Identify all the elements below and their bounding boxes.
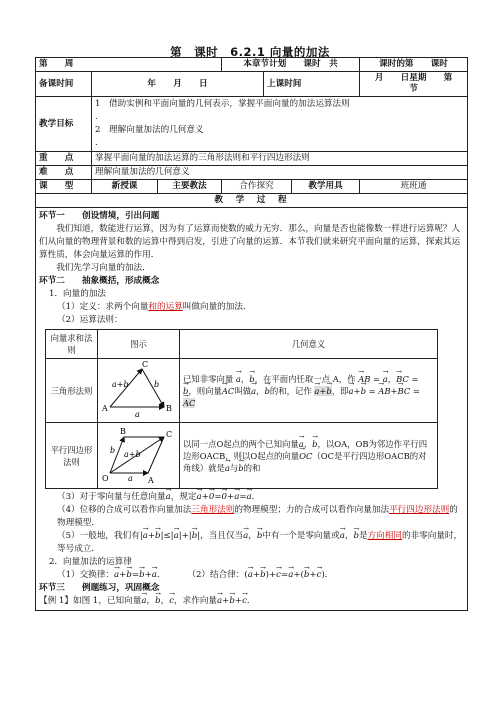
vec-b-9: → b (192, 531, 198, 541)
commutative-label: （1）交换律： (57, 570, 115, 580)
goal-label: 教学目标 (36, 97, 92, 152)
rules-header-diagram: 图示 (98, 330, 180, 359)
section-1-heading: 环节一 创设情境，引出问题 (39, 211, 160, 221)
tri-text-6: ，即 (331, 385, 349, 396)
triangle-rule-diagram (98, 359, 178, 419)
tri-text-1: 已知非零向量 (183, 373, 234, 384)
model-text-c: 的物理模型． (57, 505, 458, 528)
point-A-label: A (102, 404, 108, 413)
point-A-label-2: A (148, 476, 154, 485)
vec-a-6: → a (299, 439, 304, 449)
vec-b-15: → b (304, 570, 310, 580)
ineq-text-c: 中有一个是零向量或 (262, 531, 340, 541)
section-3-heading: 环节三 例题练习，巩固概念 (39, 583, 160, 593)
vec-a-17: → a (152, 570, 157, 580)
vec-b-label-2: b (110, 446, 116, 455)
process-body (36, 208, 468, 611)
point-O-label: O (102, 474, 109, 483)
definition-line (39, 301, 464, 314)
vec-zero-2: → 0 (222, 492, 227, 502)
parallelogram-rule-label: 平行四边形法则 (46, 423, 98, 489)
vec-b-11: → b (353, 531, 359, 541)
par-text-4: 与 (229, 462, 239, 473)
vector-addition-title: 1．向量的加法 (49, 289, 107, 299)
vec-b-7: → b (238, 463, 243, 473)
vec-AB-2: → AB (378, 386, 390, 396)
chapter-plan-cell: 本章节计划 课时 共 (222, 58, 360, 72)
key-label: 重 点 (36, 152, 92, 166)
prep-time-value: 年 月 日 (92, 72, 264, 97)
goal-1-dot: . (95, 112, 98, 122)
vec-b: → b (249, 374, 254, 384)
vec-a-8: → a (166, 492, 171, 502)
vec-c-4: → c (242, 596, 247, 606)
vec-b-12: → b (126, 570, 132, 580)
vec-a-9: → a (197, 492, 202, 502)
vec-b-17: → b (229, 596, 235, 606)
key-value: 掌握平面向量的加法运算的三角形法则和平行四边形法则 (92, 152, 468, 166)
page-title: 第 课时 6.2.1 向量的加法 (170, 45, 330, 59)
triangle-meaning: 已知非零向量 → a，→ b，在平面内任取一点 A，作 → AB = → a，→ BC = → ，则向量→ AC叫做→ a，→ b的和，记作 → a+→ b，即→ a+→ b = → AB+→ BC = → AC (180, 359, 438, 423)
method-label: 主要教法 (158, 180, 222, 194)
vec-a-15: → a (340, 531, 345, 541)
vec-b-6: → b (312, 439, 317, 449)
point-B-label-2: B (120, 427, 126, 436)
definition-text-b: 叫做向量的加法． (182, 302, 252, 312)
parallelogram-rule-diagram (98, 423, 178, 485)
vec-b-14: → b (260, 570, 266, 580)
vec-AC: → AC (222, 386, 234, 396)
ineq-text-b: ，当且仅当 (200, 531, 244, 541)
vec-BC-2: → BC (398, 386, 411, 396)
tool-value: 班班通 (360, 180, 468, 194)
inequality-text: （5）一般地，我们有|→ a+→ b|≤|→ a|+|→ b|，当且仅当→ a，→ b中有一个是零向量或→ a，→ b是方向相同的非零向量时，等号成立． (39, 530, 464, 556)
parallelogram-meaning: 以同一点O起点的两个已知向量→ a，→ b，以OA，OB为邻边作平行四边形OACB，则以O起点的向量→ OC（OC是平行四边形OACB的对角线）就是→ a与→ b的和 (180, 423, 438, 489)
difficulty-value: 理解向量加法的几何意义 (92, 166, 468, 180)
vec-a-18: → a (248, 570, 253, 580)
type-label: 课 型 (36, 180, 92, 194)
rule-heading: （2）运算法则： (57, 315, 123, 325)
tri-text-4: 叫做 (234, 385, 252, 396)
par-text-5: 的和 (243, 462, 261, 473)
definition-highlight: 和的运算 (148, 302, 183, 312)
tri-text-5: 的和，记作 (269, 385, 312, 396)
section-1-text: 我们知道，数能进行运算，因为有了运算而使数的威力无穷．那么，向量是否也能像数一样进行运算呢？人们从向量的物理背景和数的运算中得到启发，引进了向量的运算．本节我们就来研究平面向量的运算，探索其运算性质，体会向量运算的作用． (39, 224, 461, 260)
section-2-heading: 环节二 抽象概括，形成概念 (39, 276, 160, 286)
example-1: 【例 1】如图 1，已知向量→ a，→ b，→ c，求作向量→ a+→ b+→ c． (39, 595, 464, 608)
vec-zero: → 0 (209, 492, 214, 502)
vec-b-label: b (154, 380, 160, 389)
par-text-3: （OC是平行四边形OACB的对角线）就是 (183, 450, 427, 473)
vec-a-5: → a (349, 386, 354, 396)
prep-time-label: 备课时间 (36, 72, 92, 97)
addition-rules-table (45, 329, 438, 489)
vec-OC: → OC (299, 451, 312, 461)
vec-a-14: → a (243, 531, 248, 541)
vec-a-label: a (135, 410, 140, 419)
vec-b-13: → b (139, 570, 145, 580)
goal-2-dot: . (95, 138, 98, 148)
model-highlight-1: 三角形法则 (191, 505, 235, 515)
model-highlight-2: 平行四边形法则 (389, 505, 450, 515)
class-time-label: 上课时间 (264, 72, 360, 97)
point-B-label: B (166, 404, 172, 413)
vec-AC-2: → AC (183, 398, 195, 408)
vec-a-10: → a (234, 492, 239, 502)
vec-c-3: → c (169, 596, 174, 606)
zero-vector-rule: （3）对于零向量与任意向量→ a，规定→ a+→ 0=→ 0+→ a=→ a． (39, 491, 464, 504)
vec-a-7: → a (225, 463, 230, 473)
triangle-rule-label: 三角形法则 (46, 359, 98, 423)
physical-model-text (39, 504, 464, 530)
example-1-text-b: ，求作向量 (174, 596, 218, 606)
triangle-diagram-cell (98, 359, 180, 423)
vec-a-4: → a (314, 386, 319, 396)
section-1-text-2: 我们先学习向量的加法． (56, 263, 151, 273)
point-C-label-2: C (166, 430, 173, 439)
vec-a-2: → a (383, 374, 388, 384)
vec-a-16: → a (114, 570, 119, 580)
rules-header-rule: 向量求和法则 (46, 330, 98, 359)
week-cell: 第 周 (36, 58, 222, 72)
ineq-text-d: 的非零向量时，等号成立． (57, 531, 463, 554)
sum-label: a+b (112, 380, 129, 389)
vec-b-5: → b (361, 386, 366, 396)
goal-2: 2 理解向量加法的几何意义 (95, 125, 204, 135)
type-value: 新授课 (92, 180, 158, 194)
vec-b-3: → b (264, 386, 269, 396)
vec-a-19: → a (288, 570, 293, 580)
vec-a-12: → a (143, 531, 148, 541)
vec-a-20: → a (141, 596, 146, 606)
tri-text-2: ，在平面内任取一点 A，作 (254, 373, 356, 384)
laws-title: 2．向量加法的运算律 (49, 557, 132, 567)
lesson-plan-table (35, 57, 468, 611)
vector-OB-arrow (110, 437, 124, 473)
method-value: 合作探究 (222, 180, 292, 194)
parallelogram-diagram-cell (98, 423, 180, 489)
class-time-value: 月 日星期 第 节 (360, 72, 468, 97)
par-text-1: 以同一点O起点的两个已知向量 (183, 438, 299, 449)
zero-rule-text-b: ，规定 (170, 492, 197, 502)
goal-cell (92, 97, 468, 152)
vec-c-2: → c (317, 570, 322, 580)
vec-a-13: → a (174, 531, 179, 541)
rules-header-meaning: 几何意义 (180, 330, 438, 359)
vec-a-21: → a (217, 596, 222, 606)
vec-b-4: → b (326, 386, 331, 396)
definition-text-a: （1）定义：求两个向量 (57, 302, 149, 312)
vec-a-label-2: a (128, 474, 133, 483)
lesson-index-cell: 课时的第 课时 (360, 58, 468, 72)
model-text-a: （4）位移的合成可以看作向量加法 (57, 505, 192, 515)
process-heading: 教 学 过 程 (36, 194, 468, 208)
associative-label: （2）结合律： (187, 570, 245, 580)
vec-b-10: → b (257, 531, 263, 541)
vec-AB: → AB (358, 374, 370, 384)
example-1-text-a: 【例 1】如图 1，已知向量 (39, 596, 142, 606)
ineq-text-a: （5）一般地，我们有 (57, 531, 140, 541)
vec-c: → c (276, 570, 281, 580)
tool-label: 教学用具 (292, 180, 360, 194)
vec-a-3: → a (251, 386, 256, 396)
zero-rule-text-a: （3）对于零向量与任意向量 (57, 492, 166, 502)
model-text-b: 的物理模型；力的合成可以看作向量加法 (234, 505, 390, 515)
tri-text-3: ，则向量 (188, 385, 222, 396)
laws-line: （1）交换律：→ a+→ b=→ b+→ a． （2）结合律：(→ a+→ b)+→ c=→ a+(→ b+→ c)． (39, 569, 464, 582)
difficulty-label: 难 点 (36, 166, 92, 180)
vec-b-16: → b (155, 596, 161, 606)
par-text-2: ，以OA，OB为邻边作平行四边形OACB，则以O起点的向量 (183, 438, 428, 461)
sum-label-2: a+b (124, 450, 141, 459)
vector-BC-arrow (142, 369, 164, 407)
vec-a-11: → a (247, 492, 252, 502)
point-C-label: C (142, 360, 149, 369)
ineq-highlight: 方向相同 (367, 531, 402, 541)
vec-BC: → BC (396, 374, 409, 384)
vec-b-8: → b (155, 531, 161, 541)
goal-1: 1 借助实例和平面向量的几何表示，掌握平面向量的加法运算法则 (95, 99, 350, 109)
vec-a: → a (236, 374, 241, 384)
